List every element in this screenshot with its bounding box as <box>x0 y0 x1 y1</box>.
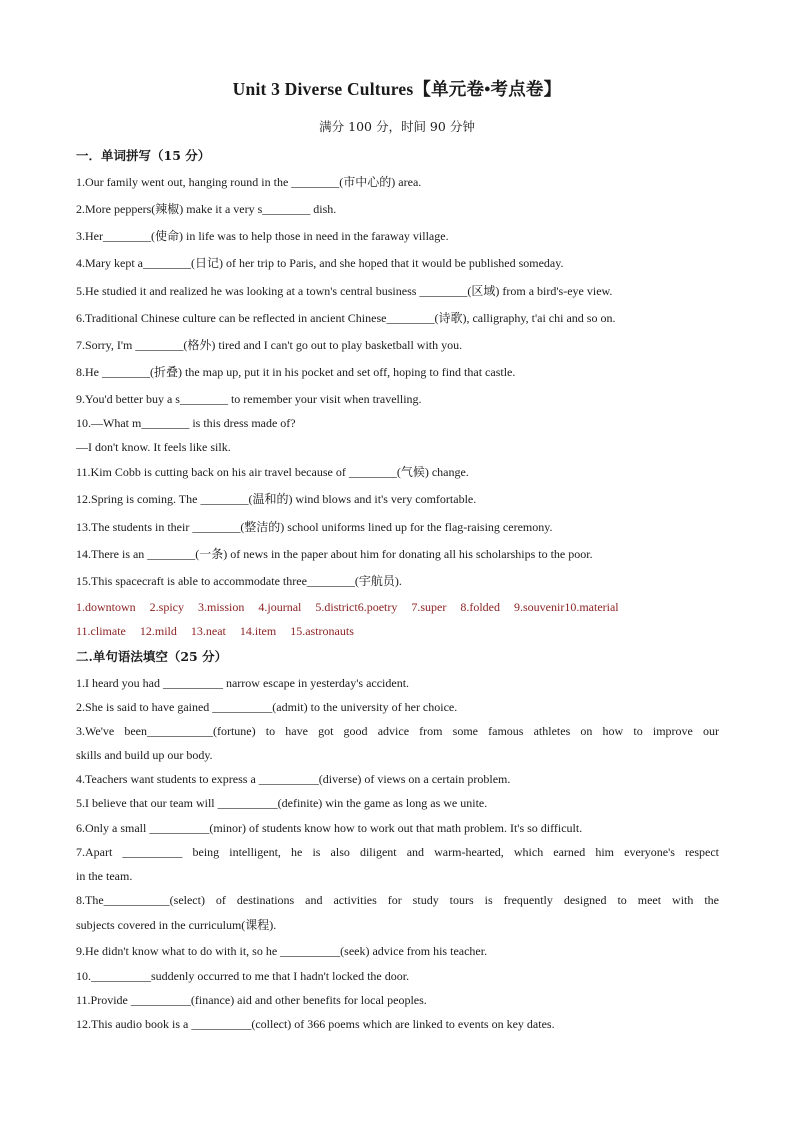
answer-key-row <box>76 599 719 615</box>
question-line: 1.I heard you had __________ narrow escape in yesterday's accident. <box>76 676 410 690</box>
question-line: 12.This audio book is a __________(collect) of 366 poems which are linked to events on key dates. <box>76 1017 555 1031</box>
question-line: 5.He studied it and realized he was looking at a town's central business ________(区域) from a bird's-eye view. <box>76 284 613 298</box>
question-line: 4.Mary kept a________(日记) of her trip to Paris, and she hoped that it would be published someday. <box>76 256 564 270</box>
question-line: skills and build up our body. <box>76 748 213 762</box>
answer-item: 14.item <box>239 624 277 638</box>
answer-item: 15.astronauts <box>290 624 354 638</box>
question-line: 3.We've been___________(fortune) to have got good advice from some famous athletes on how to improve our <box>76 724 719 738</box>
question-line: 7.Sorry, I'm ________(格外) tired and I can't go out to play basketball with you. <box>76 338 463 352</box>
question-line: 12.Spring is coming. The ________(温和的) wind blows and it's very comfortable. <box>76 492 477 506</box>
question-line: 13.The students in their ________(整洁的) school uniforms lined up for the flag-raising ceremony. <box>76 520 553 534</box>
section-heading-spelling: 一．单词拼写（15 分） <box>76 148 211 163</box>
question-line: 9.He didn't know what to do with it, so he __________(seek) advice from his teacher. <box>76 944 488 958</box>
question-line: 6.Only a small __________(minor) of students know how to work out that math problem. It's so difficult. <box>76 821 583 835</box>
section-heading-grammar: 二.单句语法填空（25 分） <box>76 649 228 664</box>
question-line: 9.You'd better buy a s________ to remember your visit when travelling. <box>76 392 422 406</box>
question-line: 6.Traditional Chinese culture can be reflected in ancient Chinese________(诗歌), calligraphy, t'ai chi and so on. <box>76 311 616 325</box>
score-time-info: 满分 100 分，时间 90 分钟 <box>319 119 475 134</box>
question-line: 8.The___________(select) of destinations and activities for study tours is frequently designed to meet with the <box>76 893 719 907</box>
question-line: in the team. <box>76 869 133 883</box>
question-line: subjects covered in the curriculum(课程). <box>76 918 277 932</box>
answer-item: 9.souvenir10.material <box>514 600 619 614</box>
question-line: 10.—What m________ is this dress made of? <box>76 416 296 430</box>
answer-item: 7.super <box>411 600 447 614</box>
answer-item: 11.climate <box>76 624 126 638</box>
page-title: Unit 3 Diverse Cultures【单元卷•考点卷】 <box>232 79 562 99</box>
question-line: 15.This spacecraft is able to accommodate three________(宇航员). <box>76 574 402 588</box>
answer-key-row <box>76 623 719 639</box>
answer-item: 12.mild <box>139 624 177 638</box>
question-line: 3.Her________(使命) in life was to help those in need in the faraway village. <box>76 229 449 243</box>
question-line: 5.I believe that our team will __________(definite) win the game as long as we unite. <box>76 796 488 810</box>
question-line: 10.__________suddenly occurred to me that I hadn't locked the door. <box>76 969 410 983</box>
question-line: 7.Apart __________ being intelligent, he is also diligent and warm-hearted, which earned him everyone's respect <box>76 845 719 859</box>
answer-item: 2.spicy <box>149 600 185 614</box>
question-line: 2.She is said to have gained __________(admit) to the university of her choice. <box>76 700 458 714</box>
answer-item: 8.folded <box>460 600 500 614</box>
answer-item: 13.neat <box>190 624 226 638</box>
answer-item: 1.downtown <box>76 600 136 614</box>
question-line: 4.Teachers want students to express a __________(diverse) of views on a certain problem. <box>76 772 511 786</box>
answer-item: 3.mission <box>198 600 245 614</box>
question-line: 14.There is an ________(一条) of news in the paper about him for donating all his scholarships to the poor. <box>76 547 593 561</box>
question-line: 8.He ________(折叠) the map up, put it in his pocket and set off, hoping to find that castle. <box>76 365 516 379</box>
question-line: 2.More peppers(辣椒) make it a very s________ dish. <box>76 202 337 216</box>
answer-item: 4.journal <box>258 600 302 614</box>
question-line: —I don't know. It feels like silk. <box>76 440 231 454</box>
question-line: 11.Kim Cobb is cutting back on his air travel because of ________(气候) change. <box>76 465 469 479</box>
question-line: 11.Provide __________(finance) aid and other benefits for local peoples. <box>76 993 427 1007</box>
question-line: 1.Our family went out, hanging round in the ________(市中心的) area. <box>76 175 422 189</box>
answer-item: 5.district6.poetry <box>315 600 398 614</box>
